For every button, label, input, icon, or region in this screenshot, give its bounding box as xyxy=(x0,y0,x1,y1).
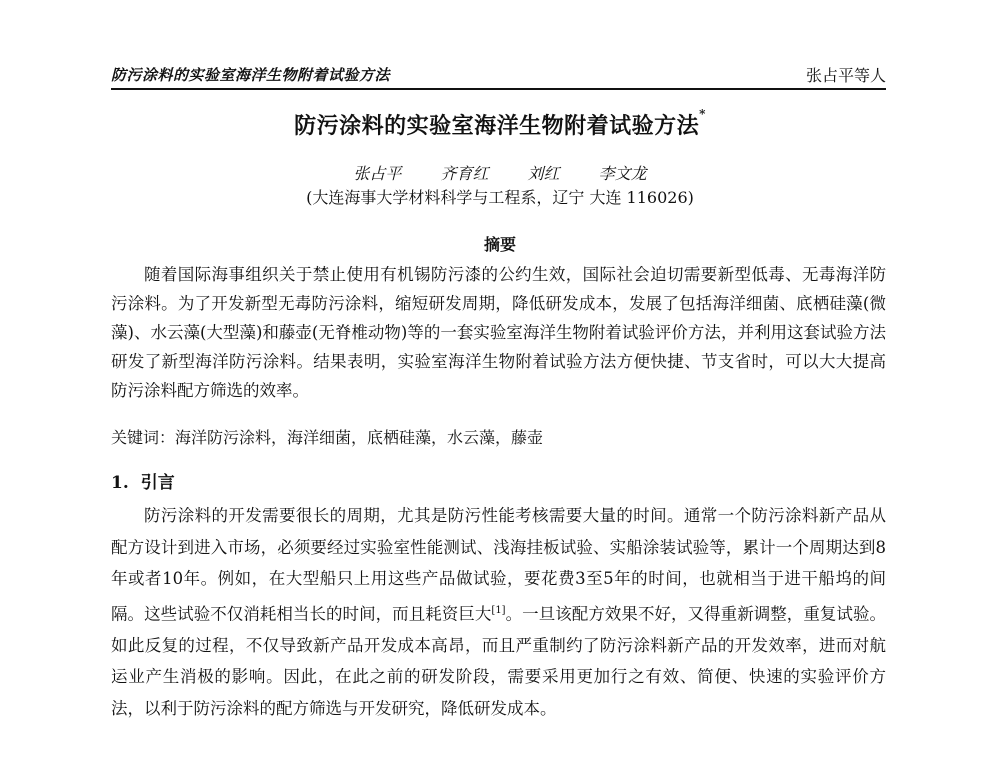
citation-ref[interactable]: [1] xyxy=(491,604,506,616)
author-name: 齐育红 xyxy=(440,164,489,183)
section-title: 引言 xyxy=(140,473,175,493)
abstract-heading: 摘要 xyxy=(483,235,516,254)
running-head-title: 防污涂料的实验室海洋生物附着试验方法 xyxy=(111,66,391,84)
author-name: 李文龙 xyxy=(598,164,647,183)
paper-title xyxy=(0,109,1000,140)
running-head-authors: 张占平等人 xyxy=(805,66,886,85)
section-heading xyxy=(111,468,175,493)
abstract-text: 随着国际海事组织关于禁止使用有机锡防污漆的公约生效，国际社会迫切需要新型低毒、无毒海洋防污涂料。为了开发新型无毒防污涂料，缩短研发周期，降低研发成本，发展了包括海洋细菌、底栖硅藻(微藻)、水云藻(大型藻)和藤壶(无脊椎动物)等的一套实验室海洋生物附着试验评价方法，并利用这套试验方法研发了新型海洋防污涂料。结果表明，实验室海洋生物附着试验方法方便快捷、节支省时，可以大大提高防污涂料配方筛选的效率。 xyxy=(111,265,886,400)
author-name: 刘红 xyxy=(527,164,560,183)
intro-text-part1: 防污涂料的开发需要很长的周期，尤其是防污性能考核需要大量的时间。通常一个防污涂料新产品从配方设计到进入市场，必须要经过实验室性能测试、浅海挂板试验、实船涂装试验等，累计一个周期达到8年或者10年。例如，在大型船只上用这些产品做试验，要花费3至5年的时间，也就相当于进干船坞的间隔。这些试验不仅消耗相当长的时间，而且耗资巨大 xyxy=(111,506,886,623)
paper-title-text: 防污涂料的实验室海洋生物附着试验方法 xyxy=(294,113,700,139)
running-head xyxy=(111,62,886,90)
section-number: 1. xyxy=(111,473,129,493)
intro-paragraph xyxy=(111,500,886,724)
author-list xyxy=(0,161,1000,184)
author-name: 张占平 xyxy=(353,164,402,183)
title-footnote-mark: * xyxy=(699,107,706,121)
affiliation: (大连海事大学材料科学与工程系，辽宁 大连 116026) xyxy=(306,188,694,207)
keywords: 关键词：海洋防污涂料，海洋细菌，底栖硅藻，水云藻，藤壶 xyxy=(111,428,544,447)
intro-text-part2: 。一旦该配方效果不好，又得重新调整，重复试验。如此反复的过程，不仅导致新产品开发成本高昂，而且严重制约了防污涂料新产品的开发效率，进而对航运业产生消极的影响。因此，在此之前的研发阶段，需要采用更加行之有效、简便、快速的实验评价方法，以利于防污涂料的配方筛选与开发研究，降低研发成本。 xyxy=(111,604,887,718)
